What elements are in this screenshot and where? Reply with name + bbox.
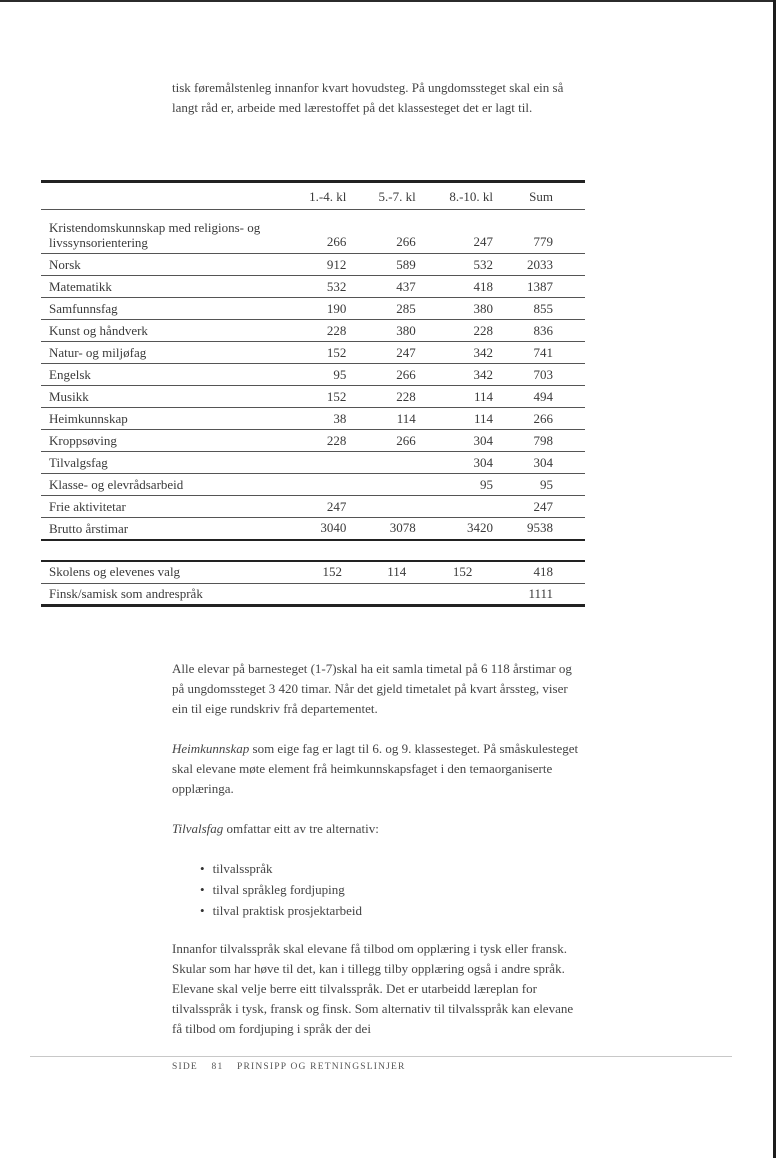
table-row [41, 254, 585, 276]
row-sum: 703 [533, 366, 553, 382]
row-value: 228 [326, 432, 347, 448]
footer-rule [30, 1056, 732, 1057]
row-sum: 418 [533, 564, 553, 580]
row-value: 3420 [467, 520, 494, 536]
row-value: 152 [326, 344, 347, 360]
row-value: 3078 [389, 520, 416, 536]
table-row [41, 320, 585, 342]
paragraph-tilvalssprak: Innanfor tilvalsspråk skal elevane få tilbod om opplæring i tysk eller fransk. Skular som har høve til det, kan i tillegg tilby opplæring også i andre språk. Elevane skal velje berre eitt tilvalsspråk. Det er utarbeidd læreplan for tilvalsspråk i tysk, fransk og finsk. Som alternativ til tilvalsspråk kan elevane få tilbod om fordjuping i språk der dei [172, 941, 574, 1036]
row-value [364, 583, 428, 605]
row-value: 114 [474, 410, 494, 426]
row-subject: Matematikk [49, 279, 112, 294]
row-sum: 855 [533, 300, 553, 316]
row-value: 190 [326, 300, 347, 316]
row-value: 437 [396, 278, 416, 294]
row-sum: 798 [533, 432, 553, 448]
row-value [299, 583, 364, 605]
paragraph-text: omfattar eitt av tre alternativ: [223, 821, 379, 836]
row-value: 95 [480, 476, 494, 492]
table-row [41, 276, 585, 298]
page-footer [172, 1062, 416, 1072]
row-value: 228 [326, 322, 347, 338]
row-subject: Brutto årstimar [49, 520, 129, 536]
row-value: 3040 [320, 520, 347, 536]
row-value [438, 496, 517, 518]
header-sum: Sum [529, 189, 553, 204]
row-value: 247 [473, 234, 494, 249]
table-row [41, 474, 585, 496]
table-row [41, 496, 585, 518]
table-row [41, 342, 585, 364]
extra-hours-table [41, 560, 585, 607]
row-value: 589 [396, 256, 416, 272]
row-value: 114 [396, 410, 416, 426]
row-value: 266 [396, 234, 416, 249]
row-value [428, 583, 496, 605]
row-value [299, 474, 368, 496]
term-heimkunnskap: Heimkunnskap [172, 741, 250, 756]
table-header-row [41, 182, 585, 210]
table-total-row [41, 518, 585, 540]
table-row [41, 430, 585, 452]
row-value: 380 [473, 300, 494, 316]
row-sum: 494 [533, 388, 553, 404]
table-row [41, 583, 585, 605]
row-value: 228 [473, 322, 494, 338]
row-sum: 9538 [527, 520, 553, 536]
row-value [368, 452, 437, 474]
row-value: 152 [452, 564, 473, 580]
table-row [41, 408, 585, 430]
table-row [41, 298, 585, 320]
row-value: 266 [326, 234, 347, 249]
header-grade-1-4: 1.-4. kl [309, 189, 347, 204]
row-subject: Norsk [49, 257, 81, 272]
row-value: 266 [396, 432, 416, 448]
row-sum: 836 [533, 322, 553, 338]
row-subject: Natur- og miljøfag [49, 345, 147, 360]
hours-table [41, 180, 585, 541]
row-subject: Kristendomskunnskap med religions- og livssynsorientering [49, 220, 261, 250]
row-value: 342 [473, 366, 494, 382]
row-sum: 266 [533, 410, 553, 426]
top-border [0, 0, 776, 2]
row-value: 247 [326, 498, 347, 514]
list-item: • tilvalsspråk [200, 858, 362, 879]
paragraph-heimkunnskap [172, 739, 584, 799]
row-subject: Tilvalgsfag [49, 455, 108, 470]
row-subject: Heimkunnskap [49, 411, 128, 426]
list-item: • tilval praktisk prosjektarbeid [200, 900, 362, 921]
paragraph-tilvalsfag [172, 819, 584, 839]
row-value: 247 [396, 344, 416, 360]
table-row [41, 210, 585, 254]
row-sum: 1387 [527, 278, 553, 294]
row-subject: Skolens og elevenes valg [49, 564, 181, 580]
row-value: 380 [396, 322, 416, 338]
row-value: 285 [396, 300, 416, 316]
row-value: 912 [326, 256, 347, 272]
row-sum: 779 [533, 234, 553, 249]
row-value: 304 [473, 454, 494, 470]
row-value: 266 [396, 366, 416, 382]
row-subject: Kunst og håndverk [49, 323, 148, 338]
paragraph-text: som eige fag er lagt til 6. og 9. klassesteget. På småskulesteget skal elevane møte element frå heimkunnskapsfaget i den temaorganiserte opplæringa. [172, 741, 579, 796]
row-value: 228 [396, 388, 416, 404]
row-value: 114 [474, 388, 494, 404]
row-value: 152 [326, 388, 347, 404]
row-value: 532 [473, 256, 494, 272]
row-subject: Musikk [49, 389, 89, 404]
table-row [41, 364, 585, 386]
row-subject: Kroppsøving [49, 433, 117, 448]
row-value: 304 [473, 432, 494, 448]
header-grade-5-7: 5.-7. kl [378, 189, 416, 204]
row-subject: Samfunnsfag [49, 301, 118, 316]
row-subject: Finsk/samisk som andrespråk [49, 585, 203, 601]
table-row [41, 452, 585, 474]
footer-side-label: SIDE [172, 1062, 198, 1072]
row-value: 418 [473, 278, 494, 294]
row-value: 95 [333, 366, 347, 382]
footer-section-title: PRINSIPP OG RETNINGSLINJER [236, 1062, 406, 1072]
row-sum: 741 [533, 344, 553, 360]
row-subject: Engelsk [49, 367, 91, 382]
row-value: 532 [326, 278, 347, 294]
row-value: 114 [387, 564, 407, 580]
row-sum: 247 [533, 498, 553, 514]
row-value [368, 474, 437, 496]
row-value [299, 452, 368, 474]
row-value [368, 496, 437, 518]
row-sum: 95 [540, 476, 553, 492]
row-sum: 304 [533, 454, 553, 470]
term-tilvalsfag: Tilvalsfag [172, 821, 224, 836]
row-subject: Frie aktivitetar [49, 499, 126, 514]
paragraph-total-hours: Alle elevar på barnesteget (1-7)skal ha eit samla timetal på 6 118 årstimar og på ungdomssteget 3 420 timar. Når det gjeld timetalet på kvart årssteg, viser ein til eige rundskriv frå departementet. [172, 661, 572, 716]
header-subject [41, 182, 299, 210]
table-row [41, 561, 585, 583]
header-grade-8-10: 8.-10. kl [449, 189, 494, 204]
row-sum: 2033 [527, 256, 553, 272]
row-value: 38 [333, 410, 347, 426]
list-item: • tilval språkleg fordjuping [200, 879, 362, 900]
alternatives-list [200, 858, 362, 921]
intro-paragraph: tisk føremålstenleg innanfor kvart hovudsteg. På ungdomssteget skal ein så langt råd er, arbeide med lærestoffet på det klassesteget det er lagt til. [172, 80, 564, 115]
page-number: 81 [211, 1062, 224, 1072]
row-subject: Klasse- og elevrådsarbeid [49, 477, 184, 492]
table-row [41, 386, 585, 408]
row-value: 342 [473, 344, 494, 360]
row-value: 152 [322, 564, 342, 580]
row-sum: 1111 [528, 585, 553, 601]
